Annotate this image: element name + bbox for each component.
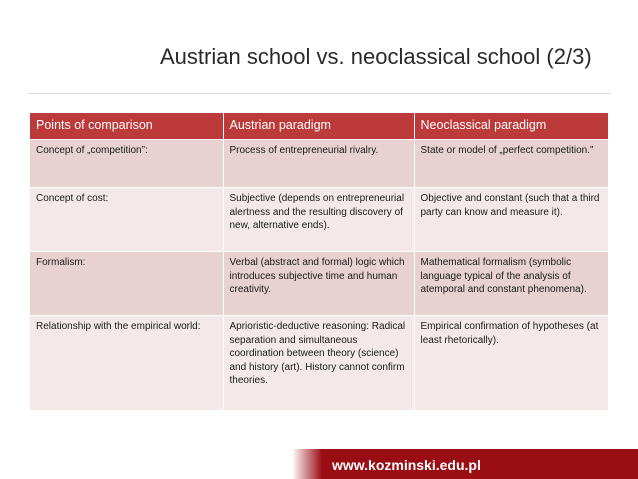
table-header-row [30,113,608,140]
table-cell: Empirical confirmation of hypotheses (at least rhetorically). [414,316,608,410]
table-row [30,140,608,188]
table-cell: Subjective (depends on entrepreneurial alertness and the resulting discovery of new, alternative ends). [223,188,414,252]
header-points-of-comparison: Points of comparison [30,113,223,140]
table-row [30,252,608,316]
table-cell: Verbal (abstract and formal) logic which introduces subjective time and human creativity. [223,252,414,316]
comparison-table [30,113,608,410]
table-row [30,188,608,252]
table-cell: Formalism: [30,252,223,316]
header-neoclassical-paradigm: Neoclassical paradigm [414,113,608,140]
footer-banner [322,449,638,479]
slide-title: Austrian school vs. neoclassical school (2/3) [160,44,592,69]
table-cell: Concept of cost: [30,188,223,252]
table-cell: Aprioristic-deductive reasoning: Radical separation and simultaneous coordination between theory (science) and history (art). History cannot confirm theories. [223,316,414,410]
title-divider [28,93,610,94]
footer-url[interactable]: www.kozminski.edu.pl [332,457,481,473]
table-cell: Concept of „competition”: [30,140,223,188]
table-cell: Process of entrepreneurial rivalry. [223,140,414,188]
table-cell: Mathematical formalism (symbolic language typical of the analysis of atemporal and constant phenomena). [414,252,608,316]
table-row [30,316,608,410]
table-cell: State or model of „perfect competition.” [414,140,608,188]
header-austrian-paradigm: Austrian paradigm [223,113,414,140]
table-cell: Relationship with the empirical world: [30,316,223,410]
table-cell: Objective and constant (such that a third party can know and measure it). [414,188,608,252]
